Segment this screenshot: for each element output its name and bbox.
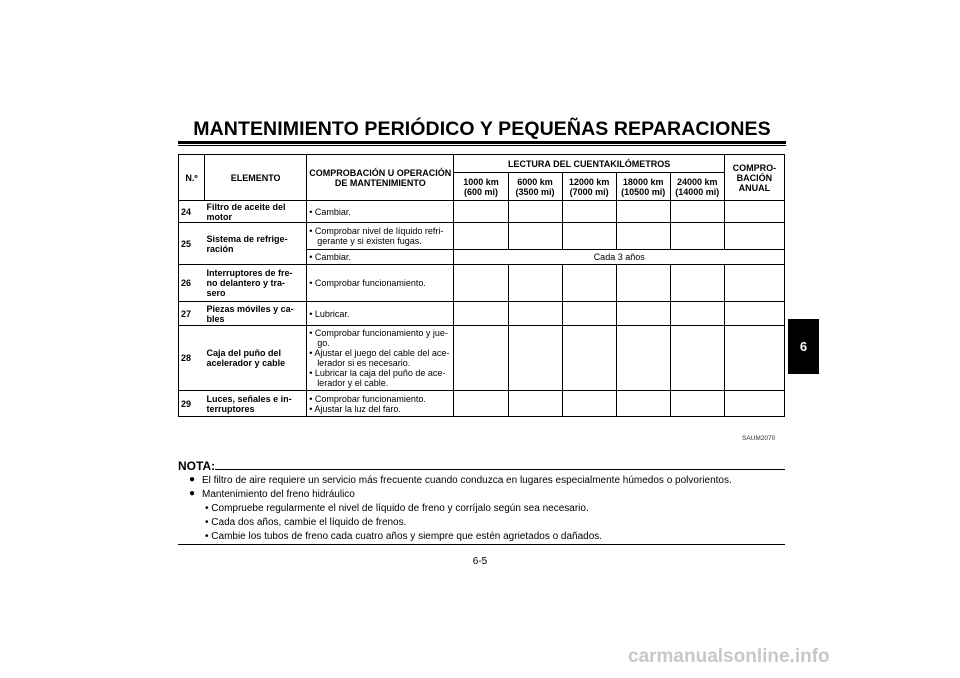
check-mark bbox=[724, 265, 784, 302]
table-row bbox=[179, 265, 785, 302]
bullet-icon: ● bbox=[189, 488, 196, 499]
nota-sub-item: • Compruebe regularmente el nivel de líquido de freno y corríjalo según sea necesario. bbox=[205, 503, 589, 514]
check-mark bbox=[616, 391, 670, 417]
nota-sub-item: • Cada dos años, cambie el líquido de frenos. bbox=[205, 517, 407, 528]
title-rule-thin bbox=[178, 145, 786, 146]
watermark: carmanualsonline.info bbox=[628, 646, 830, 667]
check-mark bbox=[616, 223, 670, 250]
row-number: 26 bbox=[179, 265, 197, 302]
row-star bbox=[197, 391, 205, 417]
header-element: ELEMENTO bbox=[205, 155, 307, 201]
row-element: Luces, señales e in- terruptores bbox=[205, 391, 307, 417]
check-mark bbox=[616, 326, 670, 391]
check-mark bbox=[724, 326, 784, 391]
nota-item: Mantenimiento del freno hidráulico bbox=[202, 489, 355, 500]
check-mark bbox=[616, 265, 670, 302]
header-km-5: 24000 km (14000 mi) bbox=[670, 173, 724, 201]
page-number: 6-5 bbox=[472, 556, 488, 567]
check-mark bbox=[508, 265, 562, 302]
header-annual: COMPRO- BACIÓN ANUAL bbox=[724, 155, 784, 201]
check-mark bbox=[562, 302, 616, 326]
page-title: MANTENIMIENTO PERIÓDICO Y PEQUEÑAS REPARACIONES bbox=[193, 118, 771, 140]
row-star bbox=[197, 265, 205, 302]
header-operation: COMPROBACIÓN U OPERACIÓN DE MANTENIMIENTO bbox=[307, 155, 454, 201]
row-operation: • Comprobar funcionamiento y jue- go. • Ajustar el juego del cable del ace- lerador si es necesario. • Lubricar la caja del puño de ace- lerador y el cable. bbox=[307, 326, 454, 391]
check-mark bbox=[724, 302, 784, 326]
row-operation: • Comprobar nivel de líquido refri- gerante y si existen fugas. bbox=[307, 223, 454, 250]
check-mark bbox=[670, 265, 724, 302]
row-element: Piezas móviles y ca- bles bbox=[205, 302, 307, 326]
row-element: Interruptores de fre- no delantero y tra- sero bbox=[205, 265, 307, 302]
check-mark bbox=[454, 391, 508, 417]
table-row bbox=[179, 302, 785, 326]
row-element: Filtro de aceite del motor bbox=[205, 201, 307, 223]
row-star bbox=[197, 223, 205, 265]
table-row bbox=[179, 391, 785, 417]
row-star bbox=[197, 326, 205, 391]
check-mark bbox=[724, 391, 784, 417]
header-odometer: LECTURA DEL CUENTAKILÓMETROS bbox=[454, 155, 724, 173]
check-mark bbox=[724, 223, 784, 250]
row-operation: • Comprobar funcionamiento. • Ajustar la luz del faro. bbox=[307, 391, 454, 417]
check-mark bbox=[562, 391, 616, 417]
check-mark bbox=[670, 201, 724, 223]
check-mark bbox=[508, 302, 562, 326]
nota-label: NOTA: bbox=[178, 459, 216, 473]
row-operation: • Comprobar funcionamiento. bbox=[307, 265, 454, 302]
check-mark bbox=[670, 302, 724, 326]
header-no: N.º bbox=[179, 155, 205, 201]
check-mark bbox=[508, 326, 562, 391]
row-element: Sistema de refrige- ración bbox=[205, 223, 307, 265]
check-mark bbox=[562, 201, 616, 223]
table-row bbox=[179, 223, 785, 250]
row-element: Caja del puño del acelerador y cable bbox=[205, 326, 307, 391]
row-number: 24 bbox=[179, 201, 197, 223]
document-code: SAUM2070 bbox=[742, 435, 776, 442]
table-row bbox=[179, 326, 785, 391]
check-mark bbox=[670, 326, 724, 391]
table-row bbox=[179, 201, 785, 223]
check-mark bbox=[670, 391, 724, 417]
title-rule bbox=[178, 141, 786, 144]
row-number: 25 bbox=[179, 223, 197, 265]
bottom-rule bbox=[178, 544, 785, 545]
check-mark bbox=[616, 302, 670, 326]
check-mark bbox=[616, 201, 670, 223]
row-number: 27 bbox=[179, 302, 197, 326]
chapter-tab[interactable]: 6 bbox=[788, 319, 819, 374]
maintenance-table bbox=[178, 154, 785, 417]
header-km-2: 6000 km (3500 mi) bbox=[508, 173, 562, 201]
check-mark bbox=[508, 201, 562, 223]
check-mark bbox=[508, 223, 562, 250]
row-operation: • Lubricar. bbox=[307, 302, 454, 326]
check-mark bbox=[454, 201, 508, 223]
check-mark bbox=[562, 223, 616, 250]
interval-span: Cada 3 años bbox=[454, 250, 785, 265]
nota-item: El filtro de aire requiere un servicio más frecuente cuando conduzca en lugares especialmente húmedos o polvorientos. bbox=[202, 475, 732, 486]
header-km-3: 12000 km (7000 mi) bbox=[562, 173, 616, 201]
row-operation: • Cambiar. bbox=[307, 250, 454, 265]
check-mark bbox=[562, 265, 616, 302]
row-number: 28 bbox=[179, 326, 197, 391]
check-mark bbox=[562, 326, 616, 391]
header-km-1: 1000 km (600 mi) bbox=[454, 173, 508, 201]
bullet-icon: ● bbox=[189, 474, 196, 485]
row-number: 29 bbox=[179, 391, 197, 417]
header-km-4: 18000 km (10500 mi) bbox=[616, 173, 670, 201]
check-mark bbox=[508, 391, 562, 417]
row-operation: • Cambiar. bbox=[307, 201, 454, 223]
nota-rule bbox=[215, 469, 785, 470]
check-mark bbox=[454, 265, 508, 302]
check-mark bbox=[670, 223, 724, 250]
nota-sub-item: • Cambie los tubos de freno cada cuatro años y siempre que estén agrietados o dañados. bbox=[205, 531, 603, 542]
